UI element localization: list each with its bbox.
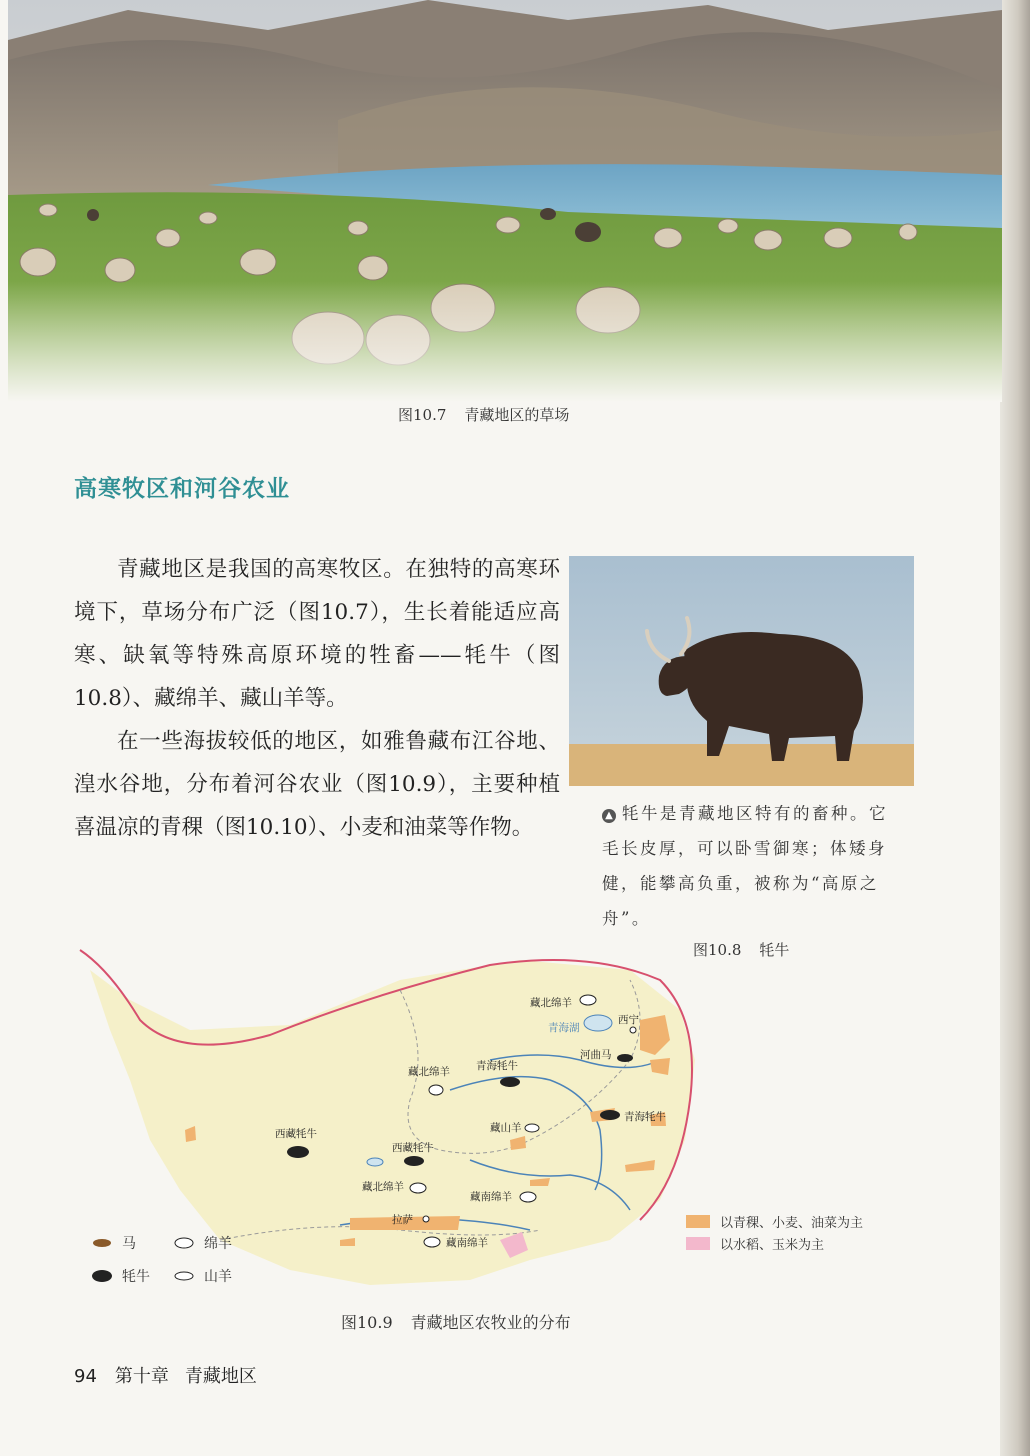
legend-label: 牦牛 — [122, 1268, 150, 1285]
yak-icon — [287, 1146, 309, 1158]
yak-icon — [404, 1156, 424, 1166]
farm-swatch — [686, 1215, 710, 1228]
map-label: 藏北绵羊 — [530, 997, 572, 1009]
figure-number: 图10.8 — [693, 941, 742, 959]
figure-title: 青藏地区的草场 — [464, 406, 570, 424]
yak-photo — [569, 556, 914, 786]
map-label: 藏北绵羊 — [362, 1181, 404, 1193]
page-footer — [74, 1362, 257, 1388]
grassland-photo — [8, 0, 1002, 402]
city-dot — [423, 1216, 429, 1222]
map-label: 藏南绵羊 — [470, 1191, 512, 1203]
legend-label: 以水稻、玉米为主 — [720, 1237, 825, 1253]
lake — [584, 1015, 612, 1031]
body-text — [74, 548, 560, 849]
figure-number: 图10.9 — [341, 1313, 393, 1332]
sheep-icon — [172, 1235, 196, 1251]
paragraph: 青藏地区是我国的高寒牧区。在独特的高寒环境下，草场分布广泛（图10.7），生长着能适应高寒、缺氧等特殊高原环境的牲畜——牦牛（图10.8）、藏绵羊、藏山羊等。 — [74, 557, 560, 711]
yak-note — [602, 796, 892, 936]
legend-label: 马 — [122, 1235, 136, 1252]
chapter-title: 青藏地区 — [184, 1366, 257, 1387]
map-label: 青海牦牛 — [476, 1060, 518, 1072]
figure-10-7-caption — [398, 404, 569, 425]
map-legend — [686, 1210, 863, 1254]
lake — [367, 1158, 383, 1166]
map-label: 河曲马 — [580, 1049, 612, 1061]
figure-number: 图10.7 — [398, 406, 447, 424]
up-arrow-icon: ▲ — [602, 809, 616, 823]
figure-10-9-caption — [341, 1310, 571, 1333]
horse-icon — [90, 1235, 114, 1251]
map-label: 西宁 — [618, 1014, 639, 1026]
legend-label: 绵羊 — [204, 1235, 232, 1252]
map-label: 西藏牦牛 — [275, 1128, 317, 1140]
livestock-legend — [90, 1226, 254, 1292]
goat-icon — [172, 1268, 196, 1284]
yak-icon — [600, 1110, 620, 1120]
map-label: 藏北绵羊 — [408, 1066, 450, 1078]
yak-icon — [500, 1077, 520, 1087]
goat-icon — [525, 1124, 539, 1132]
map-label: 藏山羊 — [490, 1122, 522, 1134]
page-edge — [1000, 0, 1030, 1456]
yak-note-text: 牦牛是青藏地区特有的畜种。它毛长皮厚，可以卧雪御寒；体矮身健，能攀高负重，被称为“高原之舟”。 — [602, 804, 888, 928]
map-label: 藏南绵羊 — [446, 1237, 488, 1249]
city-dot — [630, 1027, 636, 1033]
legend-label: 山羊 — [204, 1268, 232, 1285]
rice-swatch — [686, 1237, 710, 1250]
sheep-icon — [580, 995, 596, 1005]
page-number: 94 — [74, 1366, 97, 1387]
sheep-icon — [424, 1237, 440, 1247]
figure-title: 青藏地区农牧业的分布 — [410, 1313, 571, 1332]
figure-title: 牦牛 — [759, 941, 790, 959]
map-label: 青海湖 — [548, 1022, 580, 1034]
yak-icon — [90, 1268, 114, 1284]
sheep-icon — [410, 1183, 426, 1193]
map-label: 拉萨 — [392, 1214, 413, 1226]
map-label: 青海牦牛 — [624, 1111, 666, 1123]
chapter-label: 第十章 — [114, 1366, 169, 1387]
horse-icon — [617, 1054, 633, 1062]
section-title: 高寒牧区和河谷农业 — [74, 475, 290, 502]
paragraph: 在一些海拔较低的地区，如雅鲁藏布江谷地、湟水谷地，分布着河谷农业（图10.9），主要种植喜温凉的青稞（图10.10）、小麦和油菜等作物。 — [74, 729, 560, 840]
map-label: 西藏牦牛 — [392, 1142, 434, 1154]
legend-label: 以青稞、小麦、油菜为主 — [720, 1215, 864, 1231]
sheep-icon — [520, 1192, 536, 1202]
sheep-icon — [429, 1085, 443, 1095]
